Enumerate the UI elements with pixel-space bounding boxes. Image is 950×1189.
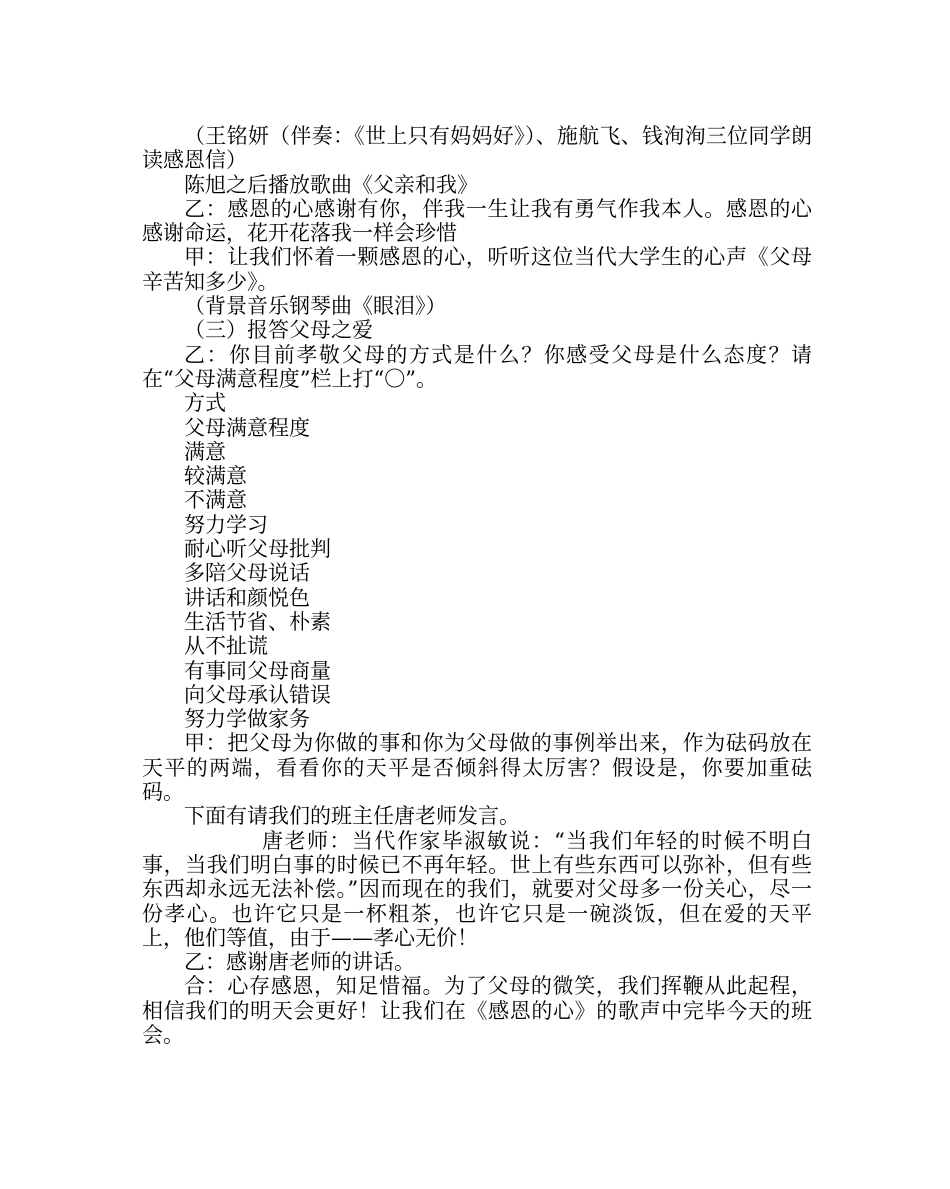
paragraph-play-song: 陈旭之后播放歌曲《父亲和我》 (184, 172, 478, 197)
paragraph-reading-letters: （王铭妍（伴奏：《世上只有妈妈好》）、施航飞、钱洵洵三位同学朗读感恩信） (142, 124, 812, 173)
section-heading-repay-parents: （三）报答父母之爱 (184, 318, 373, 343)
survey-item: 向父母承认错误 (184, 682, 331, 707)
survey-item: 方式 (184, 391, 226, 416)
survey-item: 努力学习 (184, 512, 268, 537)
survey-item: 生活节省、朴素 (184, 609, 331, 634)
paragraph-yi-grateful-heart: 乙：感恩的心感谢有你，伴我一生让我有勇气作我本人。感恩的心感谢命运，花开花落我一样会珍惜 (142, 196, 812, 246)
survey-item: 多陪父母说话 (184, 561, 310, 586)
paragraph-jia-weights: 甲：把父母为你做的事和你为父母做的事例举出来，作为砝码放在天平的两端，看看你的天平是否倾斜得太厉害？假设是，你要加重砝码。 (142, 731, 812, 805)
survey-item: 从不扯谎 (184, 634, 268, 659)
survey-item: 较满意 (184, 464, 247, 489)
paragraph-teacher-speech: 唐老师：当代作家毕淑敏说：“当我们年轻的时候不明白事，当我们明白事的时候已不再年轻。世上有些东西可以弥补，但有些东西却永远无法补偿。”因而现在的我们，就要对父母多一份关心，尽一份孝心。也许它只是一杯粗茶，也许它只是一碗淡饭，但在爱的天平上，他们等值，由于——孝心无价！ (142, 828, 812, 950)
survey-item: 有事同父母商量 (184, 658, 331, 683)
document-body (142, 124, 812, 1047)
paragraph-background-music: （背景音乐钢琴曲《眼泪》） (184, 294, 447, 319)
paragraph-closing: 合：心存感恩，知足惜福。为了父母的微笑，我们挥鞭从此起程，相信我们的明天会更好！让我们在《感恩的心》的歌声中完毕今天的班会。 (142, 974, 812, 1047)
survey-item: 耐心听父母批判 (184, 537, 331, 562)
paragraph-yi-thanks: 乙：感谢唐老师的讲话。 (184, 950, 415, 975)
paragraph-yi-survey-question: 乙：你目前孝敬父母的方式是什么？你感受父母是什么态度？请在“父母满意程度”栏上打“〇”。 (142, 342, 812, 391)
survey-item: 努力学做家务 (184, 707, 310, 732)
paragraph-jia-student-voice: 甲：让我们怀着一颗感恩的心，听听这位当代大学生的心声《父母辛苦知多少》。 (142, 245, 812, 294)
survey-item: 满意 (184, 439, 226, 464)
paragraph-invite-teacher: 下面有请我们的班主任唐老师发言。 (184, 804, 520, 829)
survey-item: 父母满意程度 (184, 415, 310, 440)
survey-item: 讲话和颜悦色 (184, 585, 310, 610)
survey-list (142, 391, 812, 731)
survey-item: 不满意 (184, 488, 247, 513)
